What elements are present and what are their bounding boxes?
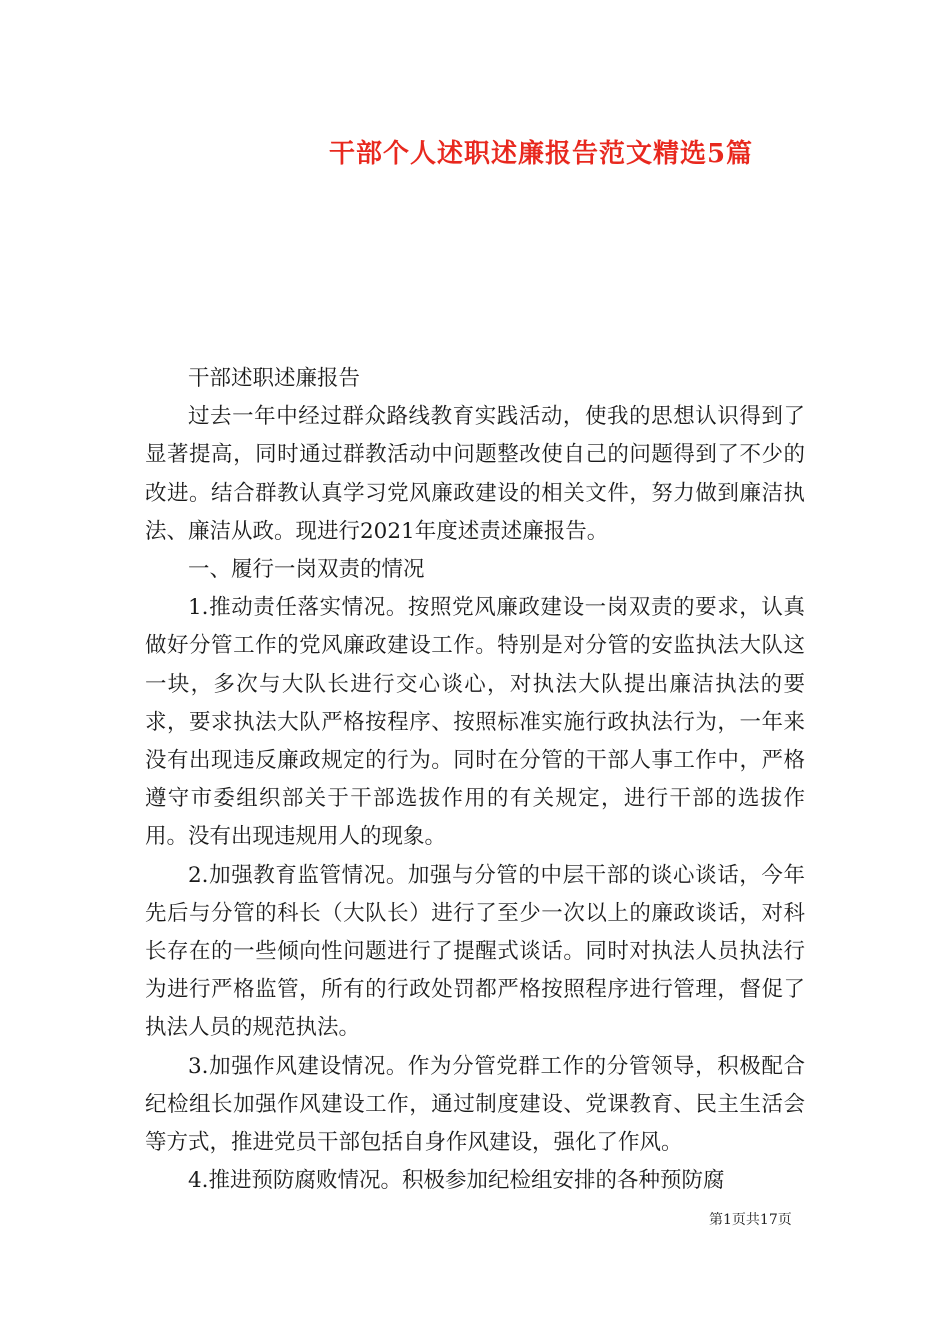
paragraph: 4.推进预防腐败情况。积极参加纪检组安排的各种预防腐: [188, 1168, 725, 1194]
document-title: 干部个人述职述廉报告范文精选5篇: [328, 139, 754, 169]
paragraph: 过去一年中经过群众路线教育实践活动，使我的思想认识得到了显著提高，同时通过群教活动中问题整改使自己的问题得到了不少的改进。结合群教认真学习党风廉政建设的相关文件，努力做到廉洁执法、廉洁从政。现进行2021年度述责述廉报告。: [145, 404, 805, 544]
section-heading: 一、履行一岗双责的情况: [188, 557, 425, 583]
page-number-footer: 第1页共17页: [709, 1212, 792, 1228]
paragraph-heading: 干部述职述廉报告: [188, 366, 361, 391]
paragraph: 1.推动责任落实情况。按照党风廉政建设一岗双责的要求，认真做好分管工作的党风廉政建设工作。特别是对分管的安监执法大队这一块，多次与大队长进行交心谈心，对执法大队提出廉洁执法的要求，要求执法大队严格按程序、按照标准实施行政执法行为，一年来没有出现违反廉政规定的行为。同时在分管的干部人事工作中，严格遵守市委组织部关于干部选拔作用的有关规定，进行干部的选拔作用。没有出现违规用人的现象。: [145, 595, 805, 850]
paragraph: 3.加强作风建设情况。作为分管党群工作的分管领导，积极配合纪检组长加强作风建设工作，通过制度建设、党课教育、民主生活会等方式，推进党员干部包括自身作风建设，强化了作风。: [145, 1053, 805, 1156]
document-body: [145, 360, 805, 1200]
paragraph: 2.加强教育监管情况。加强与分管的中层干部的谈心谈话，今年先后与分管的科长（大队长）进行了至少一次以上的廉政谈话，对科长存在的一些倾向性问题进行了提醒式谈话。同时对执法人员执法行为进行严格监管，所有的行政处罚都严格按照程序进行管理，督促了执法人员的规范执法。: [145, 862, 805, 1041]
